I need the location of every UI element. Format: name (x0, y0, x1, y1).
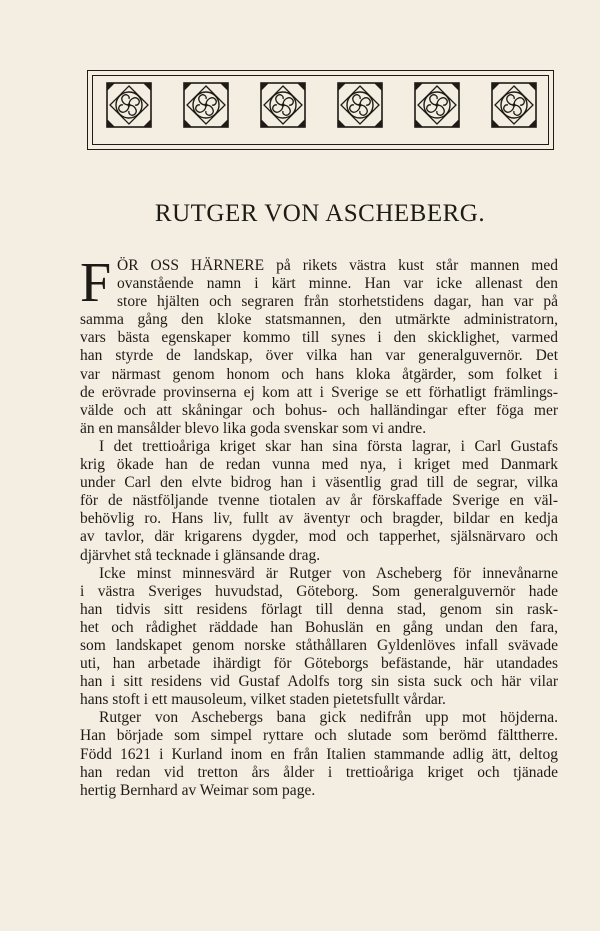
text-line: djärvhet stå tecknade i glänsande drag. (80, 546, 321, 564)
spiral-knot-icon (107, 83, 151, 127)
text-line: han styrde de landskap, över vilka han var generalguvernör. Det (80, 347, 558, 365)
text-line: Född 1621 i Kurland inom en från Italien stammande adlig ätt, deltog (80, 745, 558, 763)
text-line: ÖR OSS HÄRNERE på rikets västra kust står mannen med (117, 257, 558, 274)
text-line: som landskapet genom norske ståthållaren Gyldenlöves infall svävade (80, 636, 558, 654)
text-line: av tavlor, där krigarens dygder, mod och tapperhet, själsnärvaro och (80, 528, 558, 546)
spiral-knot-icon (338, 83, 382, 127)
drop-cap-initial: F (80, 252, 112, 314)
text-line: för de nästföljande tvenne tiotalen av år förskaffade Sverige en väl- (80, 492, 558, 510)
text-line: i västra Sveriges huvudstad, Göteborg. Som generalguvernör hade (80, 582, 558, 600)
text-line: I det trettioåriga kriget skar han sina första lagrar, i Carl Gustafs (99, 437, 558, 455)
chapter-title: RUTGER VON ASCHEBERG. (154, 200, 486, 227)
text-line: han tidvis sitt residens förlagt till denna stad, genom sin rask- (80, 600, 558, 618)
text-line: store hjälten och segraren från storhetstidens dagar, han var på (117, 293, 558, 311)
spiral-knot-icon (261, 83, 305, 127)
ornament-tiles (88, 71, 555, 151)
text-line: de erövrade provinserna ej kom att i Sverige se ett förhatligt främlings- (80, 383, 558, 401)
spiral-knot-icon (492, 83, 536, 127)
spiral-knot-icon (184, 83, 228, 127)
ornamental-header-band (87, 70, 554, 150)
spiral-knot-icon (415, 83, 459, 127)
text-line: hertig Bernhard av Weimar som page. (80, 781, 316, 799)
text-line: het och rådighet räddade han Bohuslän en gång undan den fara, (80, 618, 558, 636)
text-line: Han började som simpel ryttare och slutade som berömd fälttherre. (80, 727, 558, 745)
text-line: uti, han arbetade ihärdigt för Göteborgs befästande, här utandades (80, 655, 558, 673)
text-line: behövlig ro. Hans liv, fullt av äventyr och bragder, bildar en kedja (80, 510, 558, 528)
text-line: ovanstående namn i kärt minne. Han var icke allenast den (117, 275, 558, 293)
text-line: krig ökade han de redan vunna med nya, i kriget med Danmark (80, 456, 558, 474)
text-line: Rutger von Aschebergs bana gick nedifrån upp mot höjderna. (99, 709, 558, 727)
text-line: han redan vid tretton års ålder i trettioåriga kriget och tjänade (80, 763, 558, 781)
text-line: var närmast genom honom och hans kloka åtgärder, som folket i (80, 365, 558, 383)
text-line: samma gång den kloke statsmannen, den utmärkte administratorn, (80, 311, 558, 329)
text-line: hans stoft i ett mausoleum, vilket staden pietetsfullt vårdar. (80, 691, 446, 709)
text-line: han i sitt residens vid Gustaf Adolfs torg sin sista suck och här vilar (80, 673, 558, 691)
text-line: under Carl den elvte bidrog han i väsentlig grad till de segrar, vilka (80, 474, 558, 492)
text-line: Icke minst minnesvärd är Rutger von Ascheberg för innevånarne (99, 564, 558, 582)
body-text (80, 252, 558, 800)
text-line: än en mansålder blevo lika goda svenskar som vi andre. (80, 419, 427, 437)
text-line: vars bästa egenskaper kommo till synes i den skicklighet, varmed (80, 329, 558, 347)
text-line: välde och att skåningar och bohus- och halländingar efter föga mer (80, 401, 558, 419)
